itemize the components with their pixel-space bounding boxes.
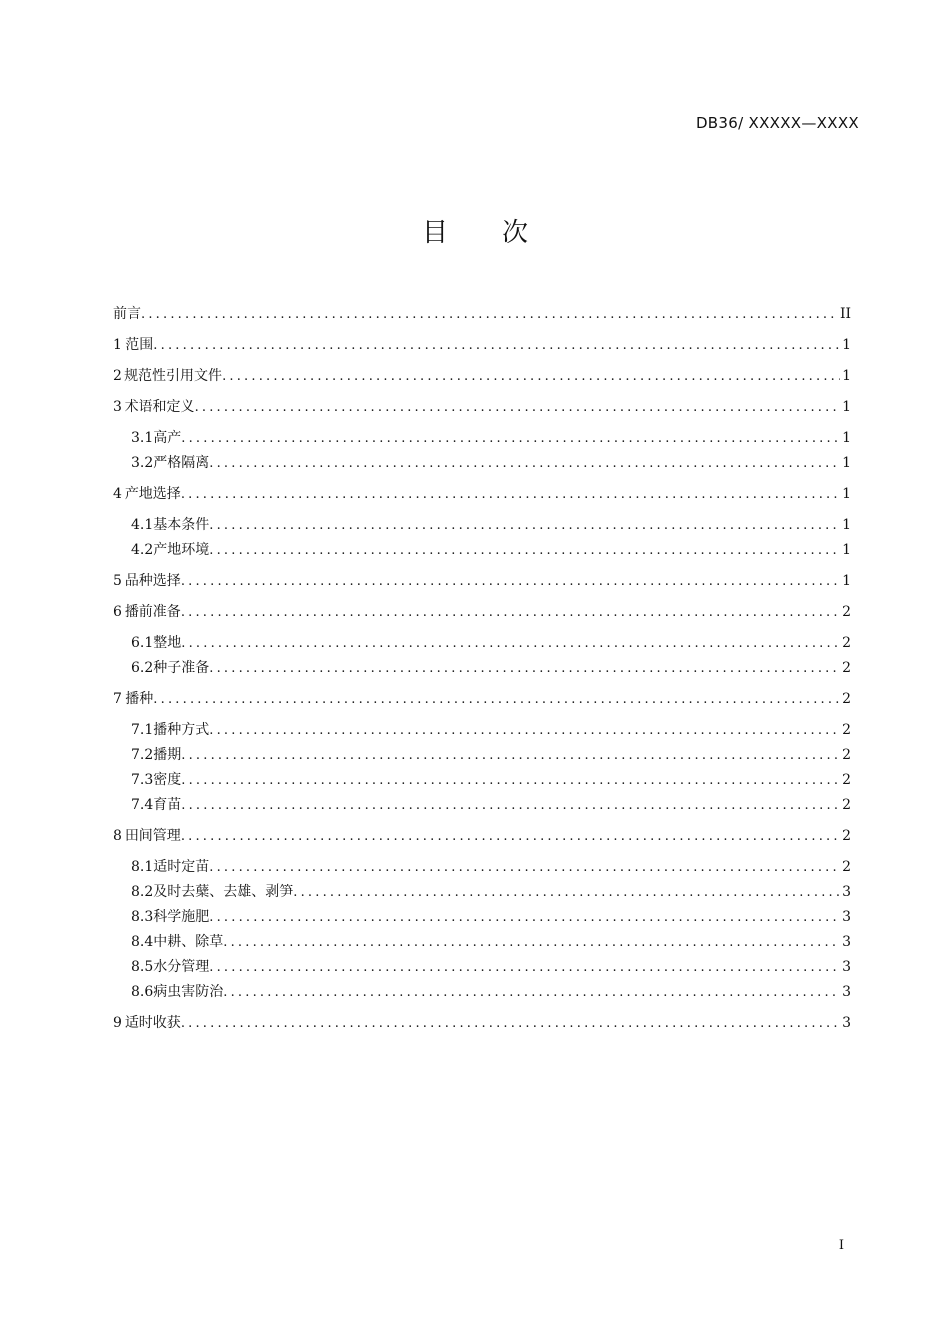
dot-leader	[209, 905, 840, 930]
toc-entry[interactable]	[113, 364, 851, 389]
toc-entry-page: 2	[842, 722, 851, 738]
toc-entry-page: II	[839, 306, 851, 322]
toc-entry-number: 7.2	[131, 747, 154, 763]
toc-entry-number: 8.2	[131, 884, 154, 900]
toc-entry[interactable]	[113, 538, 851, 563]
toc-entry[interactable]	[113, 768, 851, 793]
toc-entry-page: 2	[842, 747, 851, 763]
dot-leader	[209, 513, 840, 538]
toc-entry-page: 2	[842, 828, 851, 844]
toc-entry-label: 规范性引用文件	[124, 368, 223, 384]
toc-entry[interactable]	[113, 743, 851, 768]
dot-leader	[209, 451, 840, 476]
toc-entry-label: 田间管理	[124, 828, 181, 844]
toc-entry-label: 产地选择	[124, 486, 181, 502]
toc-entry-number: 5	[113, 573, 122, 589]
dot-leader	[181, 631, 840, 656]
dot-leader	[181, 600, 840, 625]
dot-leader	[153, 333, 840, 358]
toc-entry[interactable]	[113, 513, 851, 538]
toc-entry-number: 7.4	[131, 797, 154, 813]
toc-entry-number: 8.6	[131, 984, 154, 1000]
standard-code: DB36/ XXXXX—XXXX	[695, 114, 859, 132]
toc-entry-label: 种子准备	[153, 660, 210, 676]
toc-entry-page: 1	[842, 573, 851, 589]
toc-entry-label: 品种选择	[124, 573, 181, 589]
toc-entry-page: 3	[842, 909, 851, 925]
toc-entry-label: 产地环境	[153, 542, 210, 558]
toc-entry[interactable]	[113, 793, 851, 818]
toc-entry-page: 3	[842, 884, 851, 900]
toc-entry[interactable]	[113, 333, 851, 358]
toc-entry-number: 4	[113, 486, 122, 502]
toc-entry-page: 3	[842, 1015, 851, 1031]
toc-entry-number: 8.1	[131, 859, 154, 875]
toc-entry-label: 整地	[153, 635, 182, 651]
dot-leader	[181, 793, 840, 818]
toc-entry[interactable]	[113, 718, 851, 743]
page-title	[0, 212, 950, 249]
toc-entry-number: 3	[113, 399, 122, 415]
dot-leader	[223, 930, 840, 955]
toc-entry-page: 2	[842, 691, 851, 707]
dot-leader	[209, 718, 840, 743]
toc-entry-number: 8	[113, 828, 122, 844]
toc-entry[interactable]	[113, 426, 851, 451]
toc-entry[interactable]	[113, 687, 851, 712]
toc-entry-label: 中耕、除草	[153, 934, 224, 950]
toc-entry-label: 病虫害防治	[153, 984, 224, 1000]
toc-entry[interactable]	[113, 656, 851, 681]
toc-entry-label: 范围	[125, 337, 154, 353]
dot-leader	[209, 656, 840, 681]
toc-entry-number: 7.3	[131, 772, 154, 788]
toc-entry-label: 前言	[113, 306, 141, 322]
toc-entry[interactable]	[113, 631, 851, 656]
toc-entry-label: 适时定苗	[153, 859, 210, 875]
toc-entry-label: 播种	[125, 691, 154, 707]
toc-entry-number: 2	[113, 368, 122, 384]
toc-entry-page: 1	[842, 455, 851, 471]
toc-entry-page: 2	[842, 797, 851, 813]
toc-entry-number: 1	[113, 337, 122, 353]
toc-entry-number: 4.2	[131, 542, 154, 558]
toc-entry-label: 适时收获	[124, 1015, 181, 1031]
title-char: 次	[502, 218, 529, 248]
dot-leader	[181, 569, 840, 594]
toc-entry-label: 播前准备	[124, 604, 181, 620]
toc-entry-number: 6.2	[131, 660, 154, 676]
toc-entry-page: 1	[842, 542, 851, 558]
toc-entry-page: 2	[842, 660, 851, 676]
toc-entry-page: 3	[842, 934, 851, 950]
toc-entry-number: 9	[113, 1015, 122, 1031]
toc-entry-number: 8.3	[131, 909, 154, 925]
toc-entry-page: 2	[842, 604, 851, 620]
dot-leader	[181, 768, 840, 793]
toc-entry-number: 6.1	[131, 635, 154, 651]
toc-entry[interactable]	[113, 451, 851, 476]
toc-entry-number: 6	[113, 604, 122, 620]
toc-entry[interactable]	[113, 482, 851, 507]
dot-leader	[181, 482, 840, 507]
page-number: I	[838, 1238, 844, 1253]
toc-entry[interactable]	[113, 1011, 851, 1036]
toc-entry-number: 7	[113, 691, 122, 707]
toc-entry-number: 8.5	[131, 959, 154, 975]
toc-entry-number: 8.4	[131, 934, 154, 950]
toc-entry[interactable]	[113, 395, 851, 420]
toc-entry[interactable]	[113, 569, 851, 594]
toc-entry-page: 3	[842, 959, 851, 975]
dot-leader	[293, 880, 840, 905]
dot-leader	[195, 395, 841, 420]
toc-entry-page: 1	[842, 399, 851, 415]
toc-entry[interactable]	[113, 905, 851, 930]
toc-entry[interactable]	[113, 955, 851, 980]
toc-entry-page: 2	[842, 859, 851, 875]
toc-entry-page: 1	[842, 368, 851, 384]
toc-entry-number: 7.1	[131, 722, 154, 738]
dot-leader	[181, 743, 840, 768]
dot-leader	[209, 955, 840, 980]
table-of-contents	[113, 302, 851, 1036]
dot-leader	[153, 687, 840, 712]
toc-entry-label: 播期	[153, 747, 182, 763]
toc-entry-page: 1	[842, 517, 851, 533]
dot-leader	[209, 538, 840, 563]
toc-entry-page: 1	[842, 430, 851, 446]
dot-leader	[141, 302, 838, 327]
toc-entry-label: 科学施肥	[153, 909, 210, 925]
toc-entry-number: 3.1	[131, 430, 154, 446]
dot-leader	[223, 980, 840, 1005]
toc-entry-label: 育苗	[153, 797, 182, 813]
toc-entry-number: 3.2	[131, 455, 154, 471]
toc-entry-label: 播种方式	[153, 722, 210, 738]
toc-entry-label: 基本条件	[153, 517, 210, 533]
toc-entry-page: 1	[842, 337, 851, 353]
toc-entry[interactable]	[113, 930, 851, 955]
toc-entry-label: 水分管理	[153, 959, 210, 975]
dot-leader	[181, 824, 840, 849]
toc-entry-page: 2	[842, 635, 851, 651]
dot-leader	[209, 855, 840, 880]
toc-entry-number: 4.1	[131, 517, 154, 533]
dot-leader	[181, 426, 840, 451]
toc-entry[interactable]	[113, 600, 851, 625]
toc-entry-page: 1	[842, 486, 851, 502]
toc-entry[interactable]	[113, 855, 851, 880]
toc-entry-label: 术语和定义	[124, 399, 195, 415]
toc-entry-page: 3	[842, 984, 851, 1000]
toc-entry[interactable]	[113, 302, 851, 327]
toc-entry[interactable]	[113, 980, 851, 1005]
toc-entry-label: 密度	[153, 772, 182, 788]
toc-entry[interactable]	[113, 880, 851, 905]
title-char: 目	[421, 218, 448, 248]
toc-entry-label: 及时去蘖、去雄、剥笋	[153, 884, 294, 900]
toc-entry-page: 2	[842, 772, 851, 788]
dot-leader	[181, 1011, 840, 1036]
dot-leader	[222, 364, 840, 389]
toc-entry[interactable]	[113, 824, 851, 849]
toc-entry-label: 高产	[153, 430, 182, 446]
toc-entry-label: 严格隔离	[153, 455, 210, 471]
